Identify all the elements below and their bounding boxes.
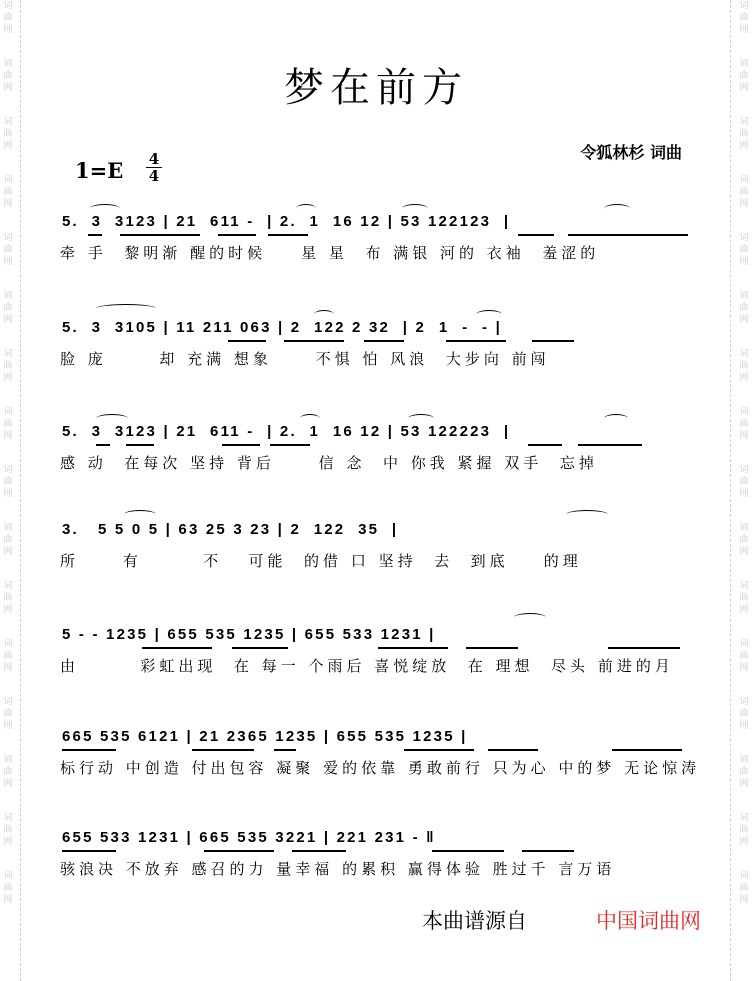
watermark-text: 词 曲 网 [3, 233, 13, 267]
beam-mark [466, 647, 518, 649]
tie-mark [296, 204, 316, 213]
watermark-text: 词 曲 网 [3, 465, 13, 499]
tie-mark [314, 310, 334, 319]
watermark-text: 词 曲 网 [3, 349, 13, 383]
watermark-text: 词 曲 网 [739, 1, 749, 35]
watermark-text: 词 曲 网 [3, 871, 13, 905]
beam-mark [528, 444, 562, 446]
tie-mark [566, 510, 608, 519]
time-signature-top: 4 [148, 150, 160, 168]
watermark-text: 词 曲 网 [739, 581, 749, 615]
score-system-4 [0, 520, 752, 600]
beam-mark [612, 749, 682, 751]
beam-mark [228, 340, 266, 342]
lyrics-line: 由 彩虹出现 在 每一 个雨后 喜悦绽放 在 理想 尽头 前进的月 [60, 657, 674, 675]
beam-mark [568, 234, 688, 236]
watermark-text: 词 曲 网 [3, 407, 13, 441]
lyrics-line: 所 有 不 可能 的借 口 坚持 去 到底 的理 [60, 552, 582, 570]
beam-mark [62, 850, 116, 852]
source-label: 本曲谱源自 [422, 909, 527, 933]
score-system-3 [0, 422, 752, 502]
notation-line: 5. 3 3105 | 11 211 063 | 2 122 2 32 | 2 1 - - | [62, 319, 502, 336]
score-system-1 [0, 212, 752, 292]
beam-mark [488, 749, 538, 751]
watermark-text: 词 曲 网 [739, 407, 749, 441]
watermark-text: 词 曲 网 [3, 175, 13, 209]
tie-mark [402, 204, 428, 213]
tie-mark [90, 204, 120, 213]
lyrics-line: 脸 庞 却 充满 想象 不惧 怕 风浪 大步向 前闯 [60, 350, 550, 368]
song-title: 梦在前方 [284, 65, 468, 111]
watermark-text: 词 曲 网 [739, 59, 749, 93]
watermark-text: 词 曲 网 [3, 697, 13, 731]
composer-credit: 令狐林杉 词曲 [580, 143, 682, 162]
watermark-text: 词 曲 网 [3, 59, 13, 93]
watermark-text: 词 曲 网 [739, 117, 749, 151]
score-system-6 [0, 727, 752, 807]
time-signature-bottom: 4 [148, 167, 160, 185]
lyrics-line: 骇浪决 不放弃 感召的力 量幸福 的累积 赢得体验 胜过千 言万语 [60, 860, 616, 878]
beam-mark [268, 234, 308, 236]
beam-mark [270, 444, 310, 446]
beam-mark [222, 444, 260, 446]
tie-mark [408, 414, 434, 423]
beam-mark [578, 444, 642, 446]
beam-mark [364, 340, 404, 342]
tie-mark [96, 304, 156, 313]
tie-mark [300, 414, 320, 423]
watermark-text: 词 曲 网 [3, 813, 13, 847]
watermark-text: 词 曲 网 [3, 581, 13, 615]
watermark-text: 词 曲 网 [3, 523, 13, 557]
beam-mark [522, 850, 574, 852]
tie-mark [604, 204, 630, 213]
watermark-text: 词 曲 网 [739, 523, 749, 557]
notation-line: 5. 3 3123 | 21 611 - | 2. 1 16 12 | 53 122223 | [62, 423, 511, 440]
watermark-text: 词 曲 网 [739, 175, 749, 209]
notation-line: 5. 3 3123 | 21 611 - | 2. 1 16 12 | 53 122123 | [62, 213, 511, 230]
notation-line: 3. 5 5 0 5 | 63 25 3 23 | 2 122 35 | [62, 521, 399, 538]
watermark-text: 词 曲 网 [739, 755, 749, 789]
score-system-5 [0, 625, 752, 705]
watermark-text: 词 曲 网 [3, 639, 13, 673]
beam-mark [378, 647, 448, 649]
beam-mark [62, 749, 116, 751]
watermark-text: 词 曲 网 [739, 233, 749, 267]
beam-mark [518, 234, 554, 236]
beam-mark [126, 444, 154, 446]
beam-mark [218, 234, 256, 236]
beam-mark [404, 749, 474, 751]
watermark-text: 词 曲 网 [739, 813, 749, 847]
beam-mark [142, 647, 212, 649]
tie-mark [124, 510, 156, 519]
notation-line: 5 - - 1235 | 655 535 1235 | 655 533 1231 | [62, 626, 436, 643]
score-system-7 [0, 828, 752, 908]
watermark-text: 词 曲 网 [739, 639, 749, 673]
watermark-text: 词 曲 网 [3, 117, 13, 151]
tie-mark [96, 414, 128, 423]
tie-mark [514, 613, 546, 622]
beam-mark [96, 444, 110, 446]
watermark-text: 词 曲 网 [3, 1, 13, 35]
beam-mark [284, 340, 344, 342]
beam-mark [432, 850, 504, 852]
beam-mark [292, 850, 346, 852]
watermark-text: 词 曲 网 [739, 465, 749, 499]
lyrics-line: 标行动 中创造 付出包容 凝聚 爱的依靠 勇敢前行 只为心 中的梦 无论惊涛 [60, 759, 701, 777]
tie-mark [476, 310, 502, 319]
score-system-2 [0, 318, 752, 398]
tie-mark [604, 414, 628, 423]
watermark-text: 词 曲 网 [739, 871, 749, 905]
beam-mark [88, 234, 102, 236]
watermark-text: 词 曲 网 [739, 291, 749, 325]
lyrics-line: 牵 手 黎明渐 醒的时候 星 星 布 满银 河的 衣袖 羞涩的 [60, 244, 600, 262]
lyrics-line: 感 动 在每次 坚持 背后 信 念 中 你我 紧握 双手 忘掉 [60, 454, 598, 472]
key-signature: 1=E [75, 158, 124, 183]
beam-mark [204, 850, 274, 852]
time-signature [145, 151, 163, 184]
watermark-text: 词 曲 网 [739, 697, 749, 731]
beam-mark [232, 647, 288, 649]
beam-mark [446, 340, 506, 342]
watermark-text: 词 曲 网 [3, 291, 13, 325]
beam-mark [274, 749, 296, 751]
watermark-text: 词 曲 网 [739, 349, 749, 383]
watermark-text: 词 曲 网 [3, 755, 13, 789]
notation-line: 665 535 6121 | 21 2365 1235 | 655 535 1235 | [62, 728, 468, 745]
beam-mark [120, 234, 200, 236]
beam-mark [608, 647, 680, 649]
notation-line: 655 533 1231 | 665 535 3221 | 221 231 - ‖ [62, 829, 436, 846]
beam-mark [532, 340, 574, 342]
beam-mark [192, 749, 254, 751]
site-name-link[interactable]: 中国词曲网 [596, 909, 701, 933]
